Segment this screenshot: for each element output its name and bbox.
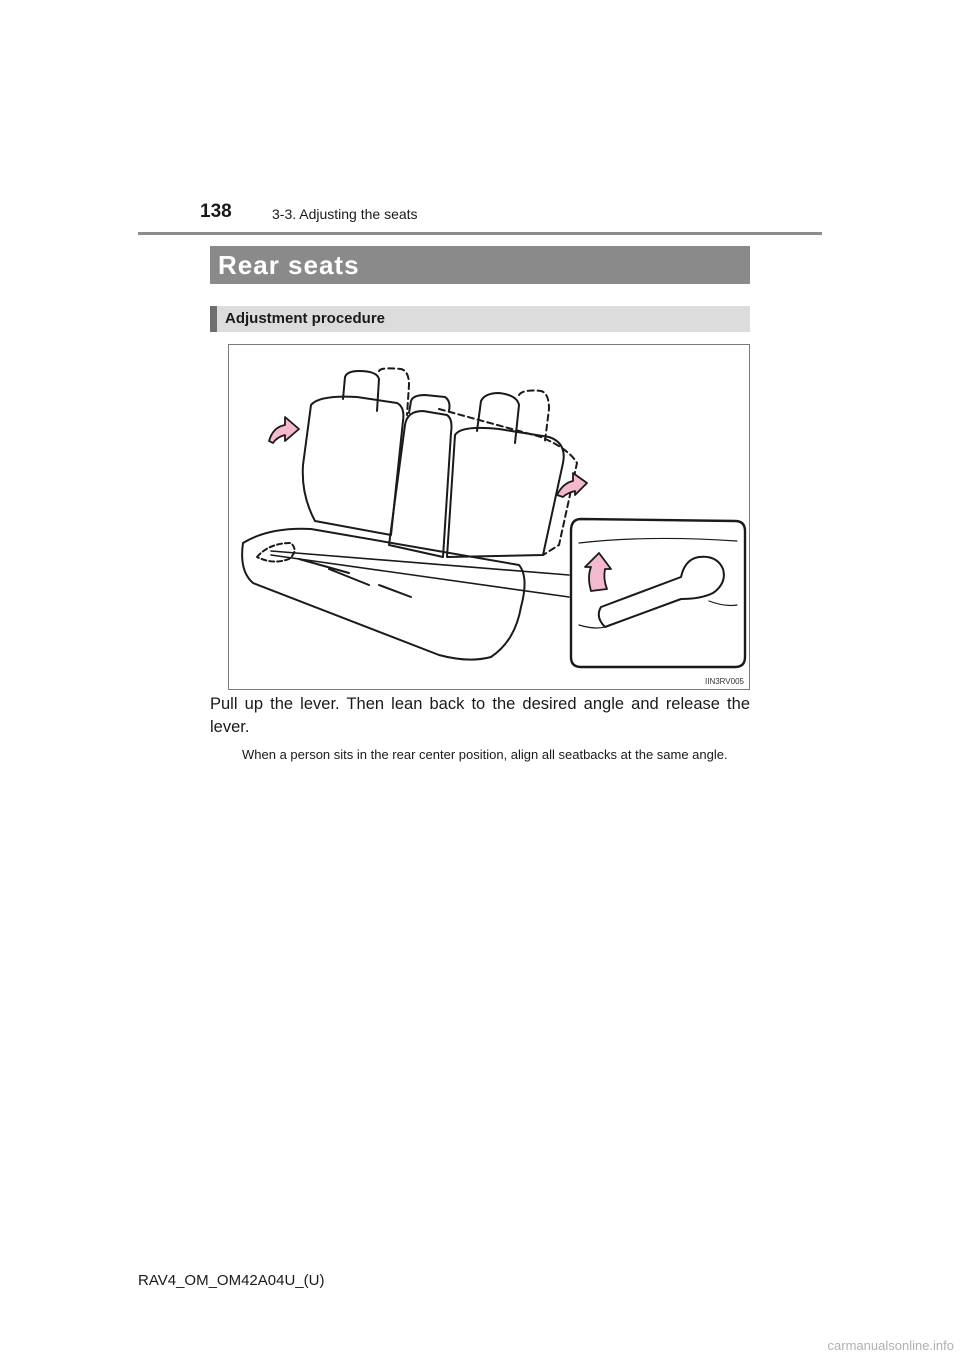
document-code: RAV4_OM_OM42A04U_(U)	[138, 1272, 325, 1289]
section-path: 3-3. Adjusting the seats	[272, 206, 418, 222]
right-headrest	[477, 393, 519, 443]
page-number: 138	[200, 201, 232, 222]
left-seatback	[303, 397, 404, 535]
lever-up-arrow-icon	[585, 553, 611, 591]
subhead-bar	[210, 306, 750, 332]
seat-cushion	[242, 529, 524, 660]
reclined-headrest-outline	[379, 368, 409, 415]
left-headrest	[343, 371, 379, 411]
lever	[599, 557, 724, 627]
subhead-title: Adjustment procedure	[225, 310, 386, 327]
figure-code: IIN3RV005	[705, 677, 744, 686]
page-title-bar	[210, 246, 750, 284]
arrow-icon-left	[269, 417, 299, 443]
center-seatback	[389, 411, 452, 557]
page-title: Rear seats	[218, 250, 360, 280]
header-rule	[138, 232, 822, 235]
note-text: When a person sits in the rear center position, align all seatbacks at the same angle.	[242, 747, 728, 762]
right-seatback	[447, 428, 564, 557]
instruction-text: Pull up the lever. Then lean back to the desired angle and release the lever.	[210, 695, 750, 736]
arrow-icon-right	[557, 473, 587, 497]
cushion-seam	[299, 559, 411, 597]
seat-illustration	[228, 344, 750, 690]
watermark: carmanualsonline.info	[827, 1338, 954, 1353]
